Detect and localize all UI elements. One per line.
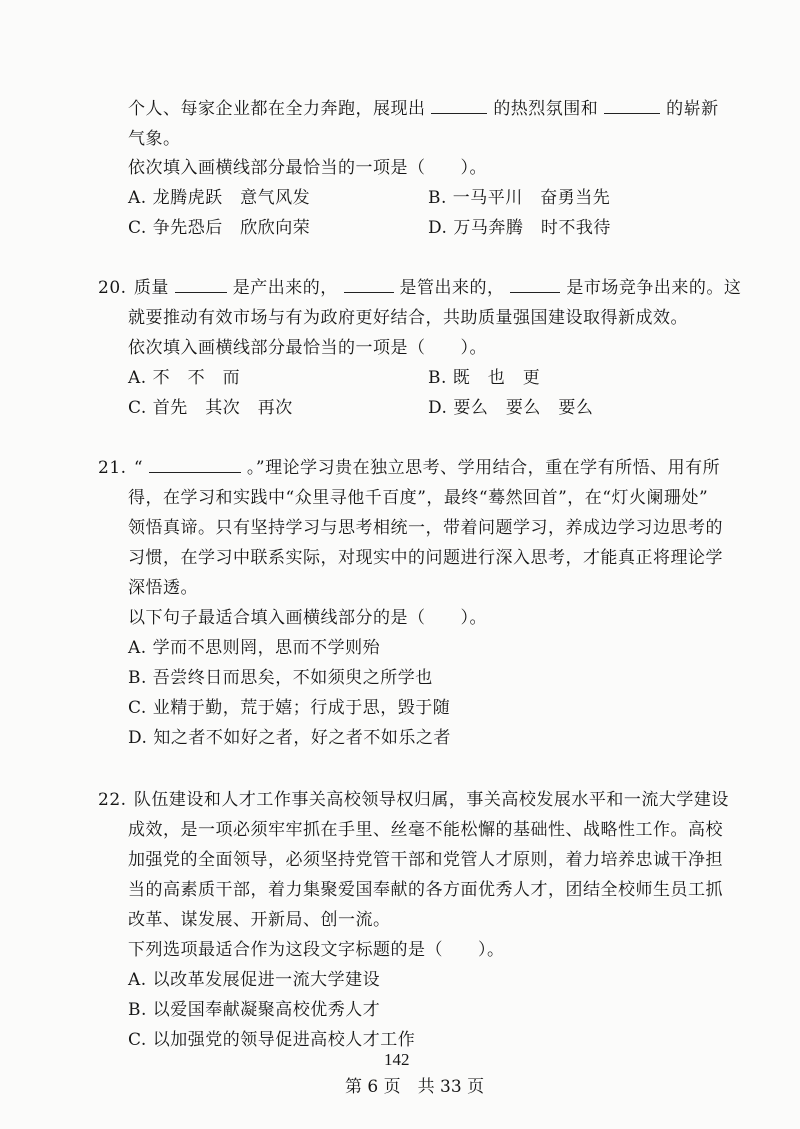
q20-option-a: A. 不 不 而 <box>128 368 241 388</box>
q20-prompt: 依次填入画横线部分最恰当的一项是（ ）。 <box>128 338 487 358</box>
question-number: 22. <box>98 790 127 810</box>
text: 是产出来的， <box>232 278 338 298</box>
q20-line-1 <box>98 273 741 298</box>
q21-option-b: B. 吾尝终日而思矣，不如须臾之所学也 <box>128 668 433 688</box>
answer-blank <box>510 292 560 293</box>
prev-option-b: B. 一马平川 奋勇当先 <box>428 188 611 208</box>
q22-line-5: 改革、谋发展、开新局、创一流。 <box>128 910 391 930</box>
prev-question-prompt: 依次填入画横线部分最恰当的一项是（ ）。 <box>128 158 487 178</box>
q21-option-c: C. 业精于勤，荒于嬉；行成于思，毁于随 <box>128 698 451 718</box>
q21-option-d: D. 知之者不如好之者，好之者不如乐之者 <box>128 728 451 748</box>
text: 个人、每家企业都在全力奔跑，展现出 <box>128 99 426 119</box>
q22-option-c: C. 以加强党的领导促进高校人才工作 <box>128 1030 416 1050</box>
prev-option-c: C. 争先恐后 欣欣向荣 <box>128 218 311 238</box>
prev-option-a: A. 龙腾虎跃 意气风发 <box>128 188 311 208</box>
prev-question-line-2: 气象。 <box>128 129 181 149</box>
text: “ <box>133 458 144 478</box>
q21-option-a: A. 学而不思则罔，思而不学则殆 <box>128 638 381 658</box>
q22-line-2: 成效，是一项必须牢牢抓在手里、丝毫不能松懈的基础性、战略性工作。高校 <box>128 820 723 840</box>
q22-option-b: B. 以爱国奉献凝聚高校优秀人才 <box>128 1000 381 1020</box>
q21-line-1 <box>98 453 720 478</box>
q22-line-4: 当的高素质干部，着力集聚爱国奉献的各方面优秀人才，团结全校师生员工抓 <box>128 880 723 900</box>
q22-line-3: 加强党的全面领导，必须坚持党管干部和党管人才原则，着力培养忠诚干净担 <box>128 850 723 870</box>
q21-line-5: 深悟透。 <box>128 578 198 598</box>
q21-line-3: 领悟真谛。只有坚持学习与思考相统一，带着问题学习，养成边学习边思考的 <box>128 518 723 538</box>
q21-prompt: 以下句子最适合填入画横线部分的是（ ）。 <box>128 608 487 628</box>
answer-blank <box>175 292 227 293</box>
q21-line-2: 得，在学习和实践中“众里寻他千百度”，最终“蓦然回首”，在“灯火阑珊处” <box>128 488 709 508</box>
answer-blank <box>604 113 660 114</box>
text: 队伍建设和人才工作事关高校领导权归属，事关高校发展水平和一流大学建设 <box>133 790 729 810</box>
q22-option-a: A. 以改革发展促进一流大学建设 <box>128 970 381 990</box>
page-number: 142 <box>384 1050 410 1069</box>
q20-option-b: B. 既 也 更 <box>428 368 541 388</box>
q20-option-d: D. 要么 要么 要么 <box>428 398 594 418</box>
q22-line-1 <box>98 785 729 810</box>
prev-question-line-1 <box>128 94 719 119</box>
text: 的热烈氛围和 <box>493 99 599 119</box>
text: 是管出来的， <box>399 278 505 298</box>
q20-option-c: C. 首先 其次 再次 <box>128 398 293 418</box>
text: 。”理论学习贵在独立思考、学用结合，重在学有所悟、用有所 <box>246 458 721 478</box>
q22-prompt: 下列选项最适合作为这段文字标题的是（ ）。 <box>128 940 505 960</box>
text: 是市场竞争出来的。这 <box>566 278 742 298</box>
q20-line-2: 就要推动有效市场与有为政府更好结合，共助质量强国建设取得新成效。 <box>128 308 688 328</box>
prev-option-d: D. 万马奔腾 时不我待 <box>428 218 611 238</box>
answer-blank <box>344 292 394 293</box>
page-footer: 第 6 页 共 33 页 <box>345 1077 485 1097</box>
text: 的崭新 <box>666 99 719 119</box>
question-number: 21. <box>98 458 127 478</box>
text: 质量 <box>133 278 169 298</box>
question-number: 20. <box>98 278 127 298</box>
answer-blank <box>431 113 487 114</box>
answer-blank <box>149 472 241 473</box>
q21-line-4: 习惯，在学习中联系实际，对现实中的问题进行深入思考，才能真正将理论学 <box>128 548 723 568</box>
